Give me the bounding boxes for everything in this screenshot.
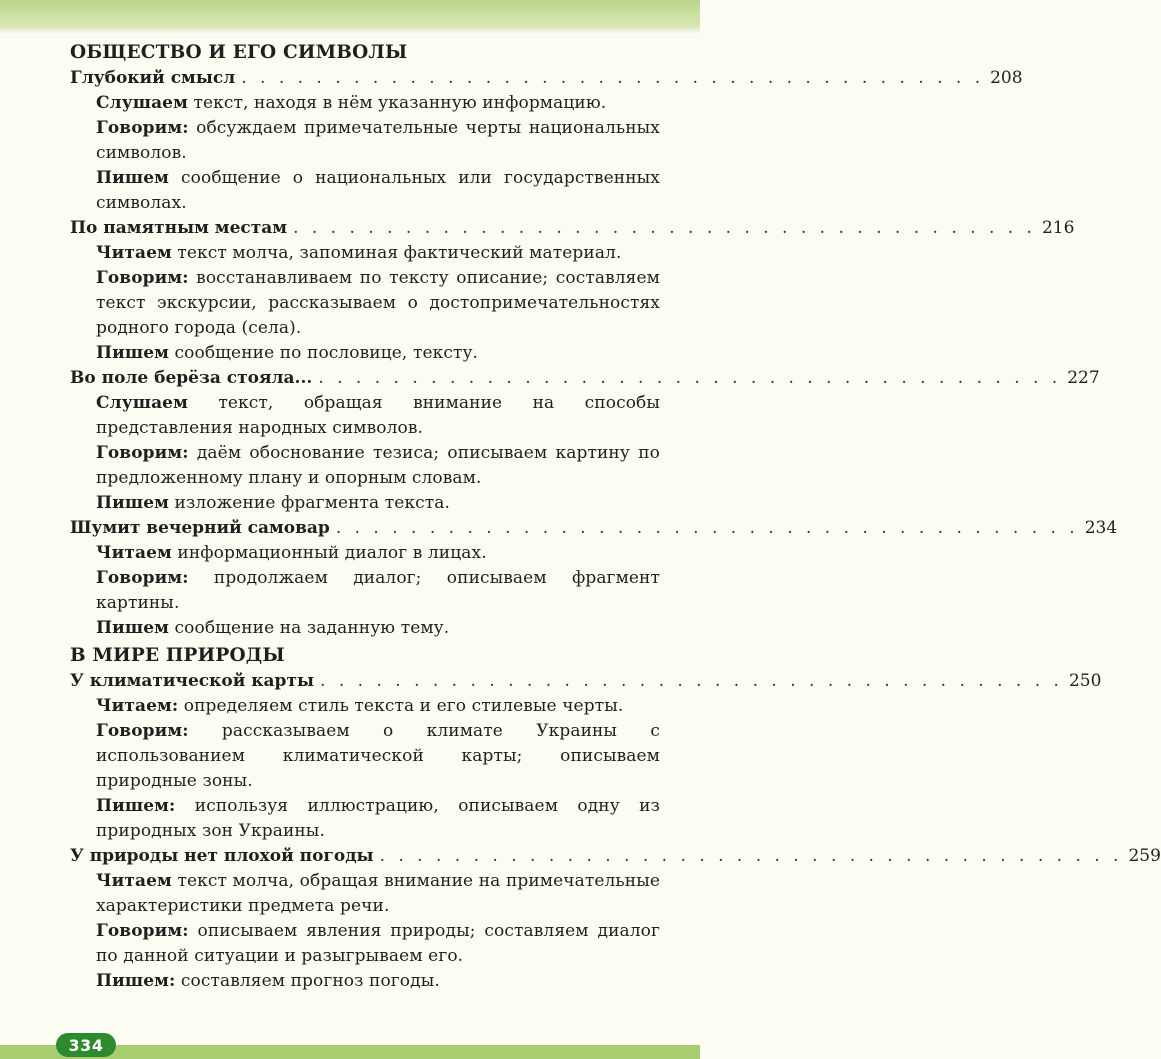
section-title: В МИРЕ ПРИРОДЫ — [70, 645, 285, 666]
page-number-badge: 334 — [56, 1033, 116, 1057]
entry-title: Шумит вечерний самовар — [70, 518, 330, 538]
activity-text: сообщение на заданную тему. — [174, 618, 450, 638]
activity-label: Говорим: — [96, 118, 189, 138]
activity-label: Слушаем — [96, 393, 188, 413]
activity-text: определяем стиль текста и его стилевые черты. — [183, 696, 624, 716]
activity-text: сообщение о национальных или государственных символах. — [96, 168, 660, 213]
entry-title: У природы нет плохой погоды — [70, 846, 374, 866]
activity-item — [96, 441, 660, 491]
activity-text: рассказываем о климате Украины с использованием климатической карты; описываем природные зоны. — [96, 721, 660, 791]
activity-text: текст молча, запоминая фактический материал. — [177, 243, 622, 263]
activity-text: текст, обращая внимание на способы представления народных символов. — [96, 393, 660, 438]
dot-leader: . . . . . . . . . . . . . . . . . . . . . . . . . . . . . . . . . . . . . . . . — [241, 68, 985, 88]
activity-label: Пишем — [96, 493, 170, 513]
entry-page-number: 216 — [1041, 218, 1075, 238]
activity-text: изложение фрагмента текста. — [174, 493, 451, 513]
activity-item — [96, 969, 660, 994]
activity-text: обсуждаем примечательные черты национальных символов. — [96, 118, 660, 163]
toc-entry — [70, 366, 1100, 516]
toc-entry — [70, 216, 1075, 366]
top-color-band — [0, 0, 700, 28]
entry-title: Во поле берёза стояла... — [70, 368, 313, 388]
activity-label: Пишем — [96, 168, 170, 188]
activity-label: Пишем — [96, 618, 170, 638]
activity-label: Пишем — [96, 343, 170, 363]
activity-item — [96, 241, 660, 266]
activity-label: Слушаем — [96, 93, 188, 113]
activity-item — [96, 341, 660, 366]
activity-item — [96, 541, 660, 566]
activity-item — [96, 566, 660, 616]
dot-leader: . . . . . . . . . . . . . . . . . . . . . . . . . . . . . . . . . . . . . . . . — [335, 518, 1079, 538]
activity-label: Читаем — [96, 871, 172, 891]
activity-label: Говорим: — [96, 921, 189, 941]
activity-label: Говорим: — [96, 268, 189, 288]
activity-label: Читаем — [96, 243, 172, 263]
entry-heading — [70, 216, 1075, 241]
entry-heading — [70, 366, 1100, 391]
dot-leader: . . . . . . . . . . . . . . . . . . . . . . . . . . . . . . . . . . . . . . . . — [293, 218, 1036, 238]
activity-label: Читаем — [96, 543, 172, 563]
activity-item — [96, 794, 660, 844]
activity-item — [96, 719, 660, 794]
activity-item — [96, 391, 660, 441]
entry-title: По памятным местам — [70, 218, 288, 238]
section-title: ОБЩЕСТВО И ЕГО СИМВОЛЫ — [70, 42, 408, 63]
activity-item — [96, 116, 660, 166]
dot-leader: . . . . . . . . . . . . . . . . . . . . . . . . . . . . . . . . . . . . . . . . — [320, 671, 1063, 691]
activity-text: описываем явления природы; составляем диалог по данной ситуации и разыгрываем его. — [96, 921, 660, 966]
entry-page-number: 234 — [1084, 518, 1118, 538]
activity-item — [96, 616, 660, 641]
entry-page-number: 250 — [1068, 671, 1102, 691]
activity-item — [96, 166, 660, 216]
dot-leader: . . . . . . . . . . . . . . . . . . . . . . . . . . . . . . . . . . . . . . . . — [318, 368, 1062, 388]
activity-text: текст молча, обращая внимание на примечательные характеристики предмета речи. — [96, 871, 661, 916]
activity-text: используя иллюстрацию, описываем одну из природных зон Украины. — [96, 796, 660, 841]
activity-text: текст, находя в нём указанную информацию. — [193, 93, 607, 113]
entry-heading — [70, 516, 1118, 541]
toc-entry — [70, 516, 1118, 641]
activity-text: даём обоснование тезиса; описываем картину по предложенному плану и опорным словам. — [96, 443, 660, 488]
toc-entry — [70, 66, 1023, 216]
entry-page-number: 259 — [1128, 846, 1161, 866]
activity-label: Пишем: — [96, 971, 176, 991]
entry-page-number: 208 — [990, 68, 1023, 88]
activity-label: Говорим: — [96, 568, 189, 588]
activity-text: составляем прогноз погоды. — [180, 971, 440, 991]
activity-item — [96, 491, 660, 516]
entry-heading — [70, 669, 1102, 694]
activity-item — [96, 869, 660, 919]
toc-entry — [70, 669, 1102, 844]
entry-heading — [70, 844, 1161, 869]
entry-title: У климатической карты — [70, 671, 315, 691]
activity-text: информационный диалог в лицах. — [177, 543, 487, 563]
entry-heading — [70, 66, 1023, 91]
activity-text: продолжаем диалог; описываем фрагмент картины. — [96, 568, 660, 613]
activity-label: Говорим: — [96, 721, 189, 741]
activity-item — [96, 266, 660, 341]
activity-item — [96, 919, 660, 969]
table-of-contents — [70, 40, 1161, 994]
activity-item — [96, 694, 660, 719]
dot-leader: . . . . . . . . . . . . . . . . . . . . . . . . . . . . . . . . . . . . . . . . — [379, 846, 1123, 866]
activity-label: Пишем: — [96, 796, 176, 816]
activity-text: восстанавливаем по тексту описание; составляем текст экскурсии, рассказываем о достопримечательностях родного города (села). — [96, 268, 660, 338]
entry-page-number: 227 — [1067, 368, 1100, 388]
toc-entry — [70, 844, 1161, 994]
activity-label: Читаем: — [96, 696, 179, 716]
activity-label: Говорим: — [96, 443, 189, 463]
entry-title: Глубокий смысл — [70, 68, 236, 88]
activity-item — [96, 91, 660, 116]
activity-text: сообщение по пословице, тексту. — [174, 343, 479, 363]
